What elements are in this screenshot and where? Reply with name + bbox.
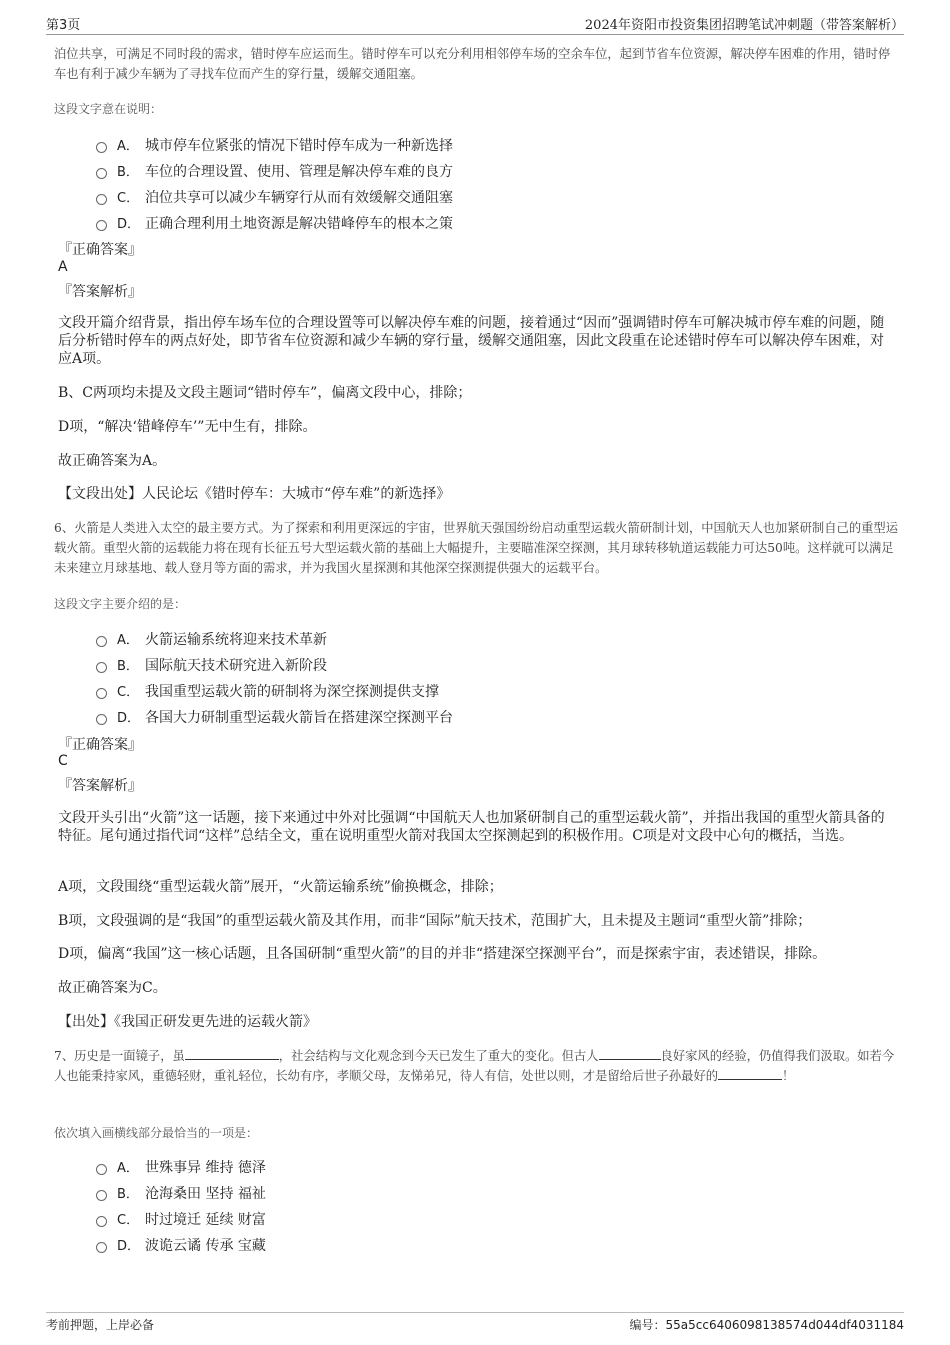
q5-passage: 泊位共享，可满足不同时段的需求，错时停车应运而生。错时停车可以充分利用相邻停车场的空余车位，起到节省车位资源，解决停车困难的作用，错时停车也有利于减少车辆为了寻找车位而产生的穿行量，缓解交通阻塞。 bbox=[54, 47, 891, 81]
q6-analysis-para: 文段开头引出“火箭”这一话题，接下来通过中外对比强调“中国航天人也加紧研制自己的重型运载火箭”，并指出我国的重型火箭具备的特征。尾句通过指代词“这样”总结全文，重在说明重型火箭对我国太空探测起到的积极作用。C项是对文段中心句的概括，当选。 bbox=[58, 810, 885, 844]
radio-icon[interactable] bbox=[96, 168, 107, 179]
q6-passage: 6、火箭是人类进入太空的最主要方式。为了探索和利用更深远的宇宙，世界航天强国纷纷启动重型运载火箭研制计划，中国航天人也加紧研制自己的重型运载火箭。重型火箭的运载能力将在现有长征五号大型运载火箭的基础上大幅提升，主要瞄准深空探测，其月球转移轨道运载能力可达50吨。这样就可以满足未来建立月球基地、载人登月等方面的需求，并为我国火星探测和其他深空探测提供强大的运载平台。 bbox=[54, 521, 899, 575]
q6-option-d[interactable]: D． 各国大力研制重型运载火箭旨在搭建深空探测平台 bbox=[96, 707, 453, 727]
q6-analysis-para: B项，文段强调的是“我国”的重型运载火箭及其作用，而非“国际”航天技术，范围扩大，且未提及主题词“重型火箭”排除； bbox=[58, 913, 812, 929]
radio-icon[interactable] bbox=[96, 688, 107, 699]
q5-analysis-para: 故正确答案为A。 bbox=[58, 453, 167, 469]
footer-number bbox=[629, 1316, 904, 1333]
q5-answer: A bbox=[58, 259, 68, 275]
q5-option-d[interactable]: D． 正确合理利用土地资源是解决错峰停车的根本之策 bbox=[96, 213, 453, 233]
q6-option-c[interactable]: C． 我国重型运载火箭的研制将为深空探测提供支撑 bbox=[96, 681, 439, 701]
q6-analysis-para: 故正确答案为C。 bbox=[58, 980, 167, 996]
fill-blank-3 bbox=[718, 1067, 782, 1080]
fill-blank-1 bbox=[185, 1047, 279, 1060]
footer-slogan: 考前押题，上岸必备 bbox=[46, 1318, 155, 1332]
q7-option-d[interactable]: D． 波诡云谲 传承 宝藏 bbox=[96, 1235, 266, 1255]
radio-icon[interactable] bbox=[96, 142, 107, 153]
q5-analysis-para: B、C两项均未提及文段主题词“错时停车”，偏离文段中心，排除； bbox=[58, 385, 472, 401]
page-header bbox=[46, 10, 904, 35]
q7-option-c[interactable]: C． 时过境迁 延续 财富 bbox=[96, 1209, 266, 1229]
q6-analysis-label: 『答案解析』 bbox=[58, 778, 142, 794]
radio-icon[interactable] bbox=[96, 1190, 107, 1201]
q6-question: 这段文字主要介绍的是： bbox=[54, 597, 187, 611]
q5-option-c[interactable]: C． 泊位共享可以减少车辆穿行从而有效缓解交通阻塞 bbox=[96, 187, 453, 207]
footer-number-code: 55a5cc6406098138574d044df4031184 bbox=[665, 1318, 904, 1332]
radio-icon[interactable] bbox=[96, 1216, 107, 1227]
q6-option-b[interactable]: B． 国际航天技术研究进入新阶段 bbox=[96, 655, 327, 675]
q5-analysis-para: D项，“解决‘错峰停车’”无中生有，排除。 bbox=[58, 419, 317, 435]
q5-analysis-label: 『答案解析』 bbox=[58, 284, 142, 300]
footer-number-label: 编号： bbox=[629, 1318, 666, 1332]
q6-analysis-para: A项，文段围绕“重型运载火箭”展开，“火箭运输系统”偷换概念，排除； bbox=[58, 879, 503, 895]
radio-icon[interactable] bbox=[96, 714, 107, 725]
q6-answer-label: 『正确答案』 bbox=[58, 737, 142, 753]
q5-answer-label: 『正确答案』 bbox=[58, 242, 142, 258]
q7-option-b[interactable]: B． 沧海桑田 坚持 福祉 bbox=[96, 1183, 266, 1203]
q7-question: 依次填入画横线部分最恰当的一项是： bbox=[54, 1126, 259, 1140]
radio-icon[interactable] bbox=[96, 662, 107, 673]
q5-question: 这段文字意在说明： bbox=[54, 102, 163, 116]
page-footer bbox=[46, 1312, 904, 1332]
q6-answer: C bbox=[58, 753, 68, 769]
radio-icon[interactable] bbox=[96, 1164, 107, 1175]
q5-analysis-para: 文段开篇介绍背景，指出停车场车位的合理设置等可以解决停车难的问题，接着通过“因而”强调错时停车可解决城市停车难的问题，随后分析错时停车的两点好处，即节省车位资源和减少车辆的穿行量，缓解交通阻塞，因此文段重在论述错时停车可以解决停车困难，对应A项。 bbox=[58, 315, 885, 367]
q5-source: 【文段出处】人民论坛《错时停车：大城市“停车难”的新选择》 bbox=[58, 486, 451, 502]
radio-icon[interactable] bbox=[96, 636, 107, 647]
q7-option-a[interactable]: A． 世殊事异 维持 德泽 bbox=[96, 1157, 266, 1177]
document-title: 2024年资阳市投资集团招聘笔试冲刺题（带答案解析） bbox=[584, 18, 904, 33]
q7-passage: 7、历史是一面镜子，虽 ，社会结构与文化观念到今天已发生了重大的变化。但古人 良好家风的经验，仍值得我们汲取。如若今人也能秉持家风，重德轻财，重礼轻位，长幼有序，孝顺父母，友悌弟兄，待人有信，处世以则，才是留给后世子孙最好的 ！ bbox=[54, 1049, 895, 1083]
q6-option-a[interactable]: A． 火箭运输系统将迎来技术革新 bbox=[96, 629, 327, 649]
q5-option-a[interactable]: A． 城市停车位紧张的情况下错时停车成为一种新选择 bbox=[96, 135, 453, 155]
radio-icon[interactable] bbox=[96, 220, 107, 231]
page-number: 第3页 bbox=[46, 18, 81, 33]
radio-icon[interactable] bbox=[96, 1242, 107, 1253]
q6-source: 【出处】《我国正研发更先进的运载火箭》 bbox=[58, 1014, 317, 1030]
radio-icon[interactable] bbox=[96, 194, 107, 205]
fill-blank-2 bbox=[599, 1047, 661, 1060]
q6-analysis-para: D项，偏离“我国”这一核心话题，且各国研制“重型火箭”的目的并非“搭建深空探测平台”，而是探索宇宙，表述错误，排除。 bbox=[58, 946, 827, 962]
q5-option-b[interactable]: B． 车位的合理设置、使用、管理是解决停车难的良方 bbox=[96, 161, 453, 181]
